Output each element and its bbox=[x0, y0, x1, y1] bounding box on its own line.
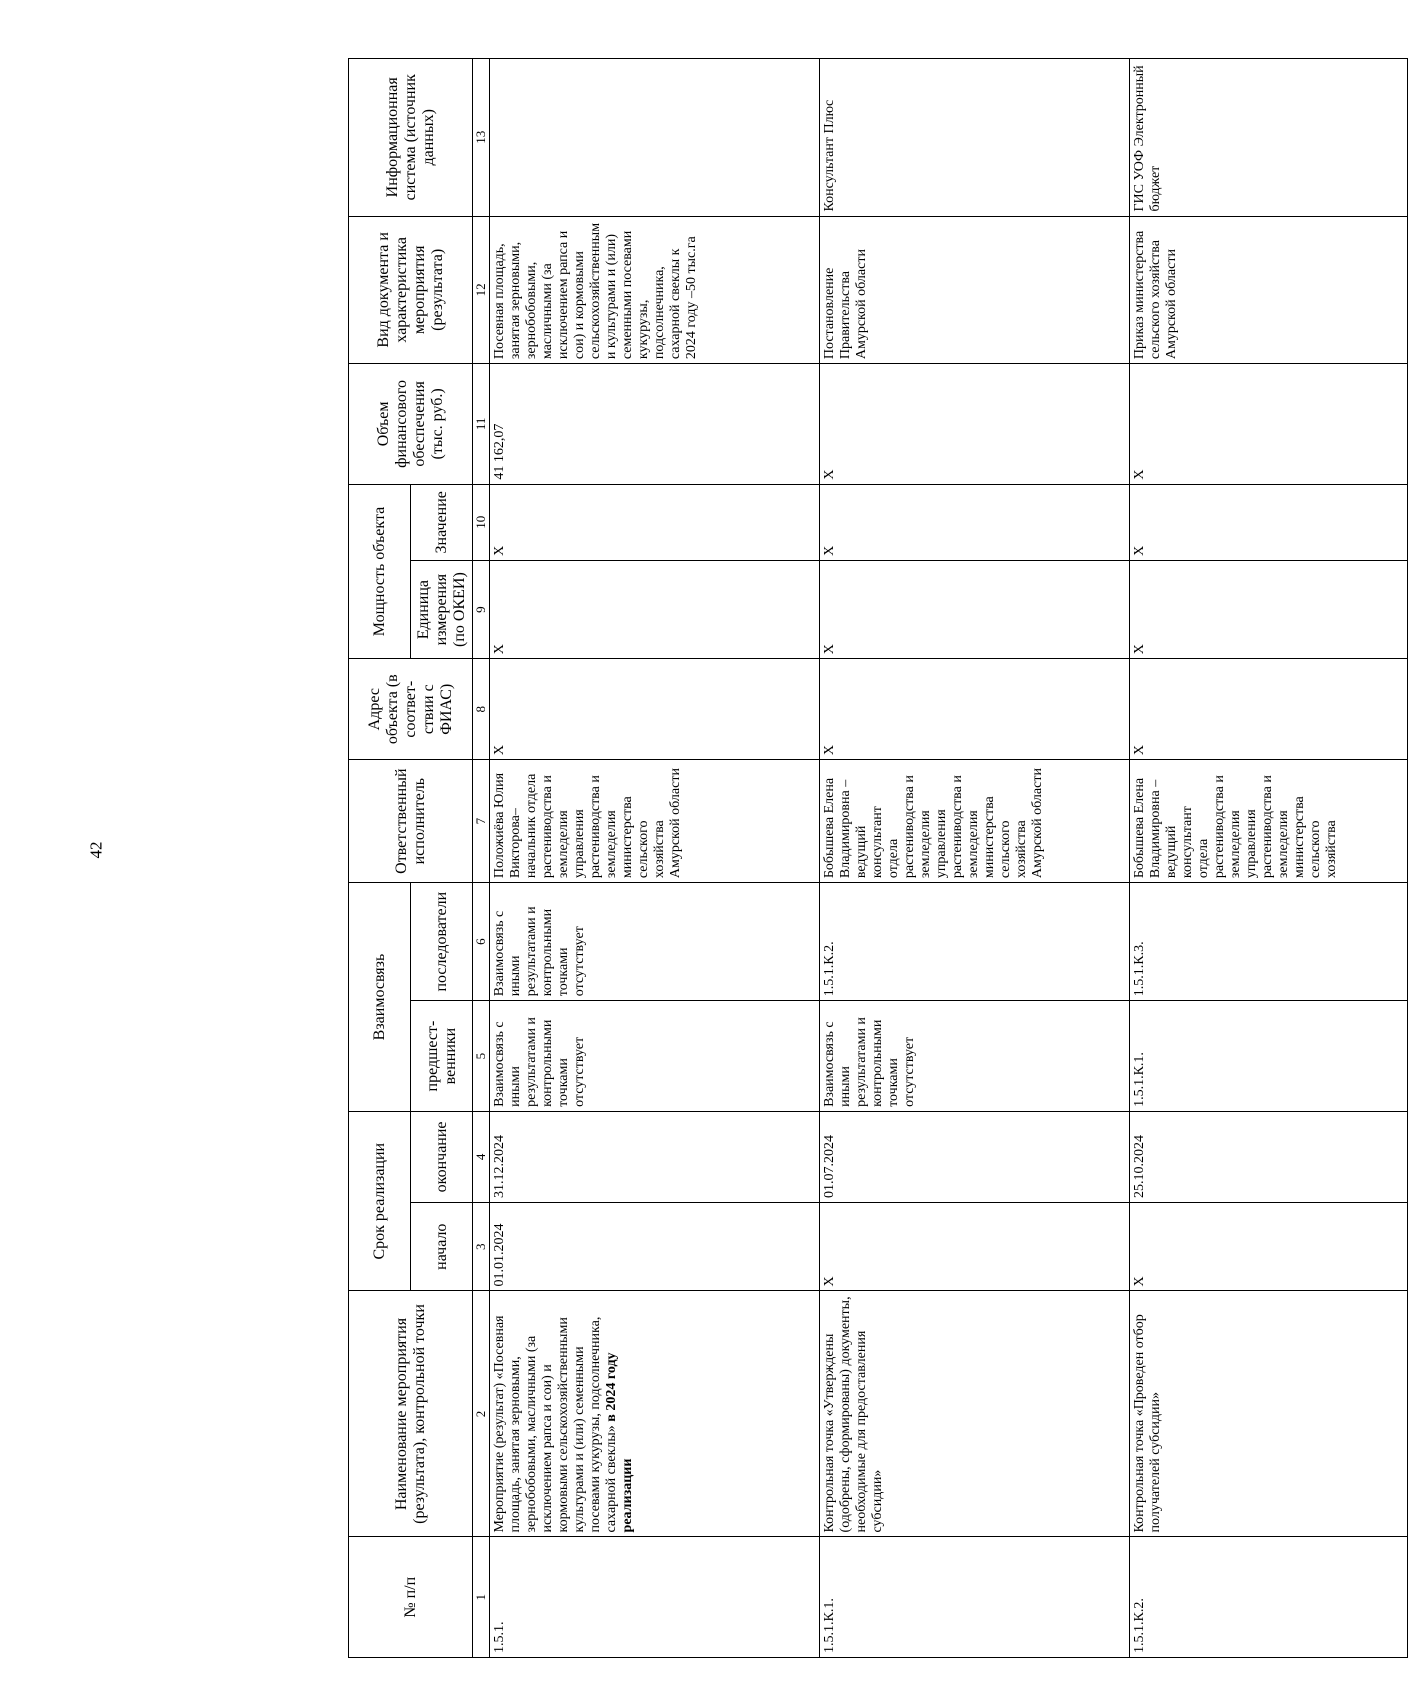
activities-table bbox=[348, 58, 1408, 1658]
col-number: 1 bbox=[473, 1537, 490, 1658]
row-address: X bbox=[1130, 659, 1408, 760]
col-number: 12 bbox=[473, 216, 490, 364]
row-document: Приказ министерства сельского хозяйства Амурской области bbox=[1130, 216, 1408, 364]
row-finance: X bbox=[1130, 364, 1408, 485]
row-name bbox=[490, 1291, 820, 1537]
col-number: 9 bbox=[473, 560, 490, 658]
header-power-value: Значение bbox=[411, 484, 473, 560]
row-succ: 1.5.1.К.3. bbox=[1130, 883, 1408, 1001]
row-end: 01.07.2024 bbox=[820, 1111, 1130, 1202]
row-info-system: ГИС УОФ Электронный бюджет bbox=[1130, 59, 1408, 217]
row-responsible: Положиёва Юлия Викторова– начальник отдела растениводства и земледелия управления растениводства и земледелия министерства сельского хозяйства Амурской области bbox=[490, 760, 820, 883]
row-name-bold: в 2024 году реализации bbox=[604, 1352, 635, 1533]
header-power: Мощность объекта bbox=[349, 484, 411, 659]
col-number: 7 bbox=[473, 760, 490, 883]
table-row bbox=[490, 59, 820, 1658]
col-number: 10 bbox=[473, 484, 490, 560]
row-value: X bbox=[820, 484, 1130, 560]
row-name-text: Мероприятие (результат) «Посевная площадь, занятая зерновыми, зернобобовыми, масличными (за исключением рапса и сои) и кормовыми сельскохозяйственными культурами и (или) семенными посевами кукурузы, подсолнечника, сахарной свеклы» bbox=[492, 1315, 619, 1533]
column-numbers-row bbox=[473, 59, 490, 1658]
col-number: 6 bbox=[473, 883, 490, 1001]
row-responsible: Бобышева Елена Владимировна – ведущий консультант отдела растениводства и земледелия управления растениводства и земледелия министерства сельского хозяйства Амурской области bbox=[820, 760, 1130, 883]
header-link: Взаимосвязь bbox=[349, 883, 411, 1112]
row-end: 25.10.2024 bbox=[1130, 1111, 1408, 1202]
col-number: 4 bbox=[473, 1111, 490, 1202]
col-number: 8 bbox=[473, 659, 490, 760]
rotated-table-frame bbox=[348, 58, 1408, 1658]
header-name: Наименование мероприятия (результата), контрольной точки bbox=[349, 1291, 473, 1537]
row-responsible: Бобышева Елена Владимировна – ведущий консультант отдела растениводства и земледелия управления растениводства и земледелия министерства сельского хозяйства bbox=[1130, 760, 1408, 883]
row-name-text: Контрольная точка «Утверждены (одобрены, сформированы) документы, необходимые для предоставления субсидии» bbox=[822, 1296, 885, 1533]
table-row bbox=[1130, 59, 1408, 1658]
row-name bbox=[820, 1291, 1130, 1537]
row-name bbox=[1130, 1291, 1408, 1537]
header-finance: Объем финансового обеспечения (тыс. руб.) bbox=[349, 364, 473, 485]
row-start: 01.01.2024 bbox=[490, 1202, 820, 1291]
header-link-succ: последователи bbox=[411, 883, 473, 1001]
header-address: Адрес объекта (в соответ- ствии с ФИАС) bbox=[349, 659, 473, 760]
row-finance: X bbox=[820, 364, 1130, 485]
row-end: 31.12.2024 bbox=[490, 1111, 820, 1202]
row-pred: Взаимосвязь с иными результатами и контрольными точками отсутствует bbox=[820, 1001, 1130, 1112]
row-num: 1.5.1. bbox=[490, 1537, 820, 1658]
row-info-system bbox=[490, 59, 820, 217]
row-address: X bbox=[490, 659, 820, 760]
header-row-1 bbox=[349, 59, 411, 1658]
header-term: Срок реализации bbox=[349, 1111, 411, 1291]
row-value: X bbox=[490, 484, 820, 560]
row-start: X bbox=[820, 1202, 1130, 1291]
row-pred: 1.5.1.К.1. bbox=[1130, 1001, 1408, 1112]
col-number: 13 bbox=[473, 59, 490, 217]
row-succ: 1.5.1.К.2. bbox=[820, 883, 1130, 1001]
header-responsible: Ответственный исполнитель bbox=[349, 760, 473, 883]
col-number: 2 bbox=[473, 1291, 490, 1537]
header-document: Вид документа и характеристика мероприятия (результата) bbox=[349, 216, 473, 364]
row-unit: X bbox=[1130, 560, 1408, 658]
row-finance: 41 162,07 bbox=[490, 364, 820, 485]
row-pred: Взаимосвязь с иными результатами и контрольными точками отсутствует bbox=[490, 1001, 820, 1112]
row-start: X bbox=[1130, 1202, 1408, 1291]
row-name-text: Контрольная точка «Проведен отбор получателей субсидии» bbox=[1132, 1314, 1163, 1533]
header-term-end: окончание bbox=[411, 1111, 473, 1202]
row-num: 1.5.1.К.1. bbox=[820, 1537, 1130, 1658]
col-number: 11 bbox=[473, 364, 490, 485]
row-succ: Взаимосвязь с иными результатами и контрольными точками отсутствует bbox=[490, 883, 820, 1001]
row-document: Посевная площадь, занятая зерновыми, зернобобовыми, масличными (за исключением рапса и сои) и кормовыми сельскохозяйственными культурами и (или) семенными посевами кукурузы, подсолнечника, сахарной свеклы к 2024 году –50 тыс.га bbox=[490, 216, 820, 364]
header-link-pred: предшест- венники bbox=[411, 1001, 473, 1112]
header-term-start: начало bbox=[411, 1202, 473, 1291]
table-row bbox=[820, 59, 1130, 1658]
row-value: X bbox=[1130, 484, 1408, 560]
row-document: Постановление Правительства Амурской области bbox=[820, 216, 1130, 364]
row-unit: X bbox=[820, 560, 1130, 658]
page-number: 42 bbox=[86, 841, 106, 859]
header-info-system: Информационная система (источник данных) bbox=[349, 59, 473, 217]
header-num: № п/п bbox=[349, 1537, 473, 1658]
header-power-unit: Единица измерения (по ОКЕИ) bbox=[411, 560, 473, 658]
row-address: X bbox=[820, 659, 1130, 760]
col-number: 5 bbox=[473, 1001, 490, 1112]
row-unit: X bbox=[490, 560, 820, 658]
row-info-system: Консультант Плюс bbox=[820, 59, 1130, 217]
col-number: 3 bbox=[473, 1202, 490, 1291]
row-num: 1.5.1.К.2. bbox=[1130, 1537, 1408, 1658]
